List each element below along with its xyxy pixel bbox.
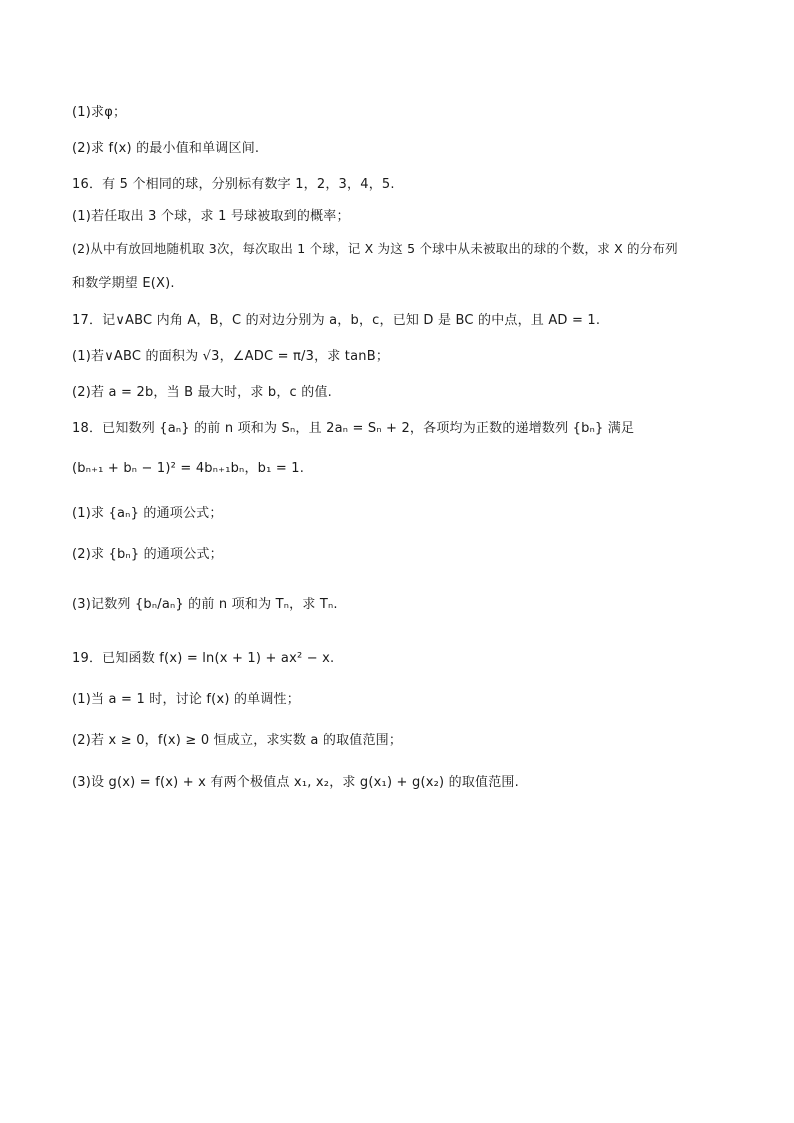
q18-condition: (bₙ₊₁ + bₙ − 1)² = 4bₙ₊₁bₙ，b₁ = 1. [72, 461, 305, 476]
q18-part1: (1)求 {aₙ} 的通项公式； [72, 506, 223, 521]
q17-part1: (1)若∨ABC 的面积为 √3，∠ADC = π/3，求 tanB； [72, 349, 390, 364]
q18-part2: (2)求 {bₙ} 的通项公式； [72, 547, 223, 562]
q19-part1: (1)当 a = 1 时，讨论 f(x) 的单调性； [72, 692, 300, 707]
q16-stem: 16．有 5 个相同的球，分别标有数字 1，2，3，4，5. [72, 177, 395, 192]
q15-part2: (2)求 f(x) 的最小值和单调区间. [72, 141, 260, 156]
q19-stem: 19．已知函数 f(x) = ln(x + 1) + ax² − x. [72, 651, 335, 666]
q18-part3: (3)记数列 {bₙ/aₙ} 的前 n 项和为 Tₙ，求 Tₙ. [72, 597, 338, 612]
q16-part2: (2)从中有放回地随机取 3次，每次取出 1 个球，记 X 为这 5 个球中从未被取出的球的个数，求 X 的分布列 [72, 241, 678, 256]
q17-stem: 17．记∨ABC 内角 A，B，C 的对边分别为 a，b，c，已知 D 是 BC 的中点，且 AD = 1. [72, 313, 601, 328]
q16-part2-cont: 和数学期望 E(X). [72, 276, 175, 291]
q15-part1: (1)求φ； [72, 105, 127, 120]
q16-part1: (1)若任取出 3 个球，求 1 号球被取到的概率； [72, 209, 350, 224]
q18-stem: 18．已知数列 {aₙ} 的前 n 项和为 Sₙ，且 2aₙ = Sₙ + 2，各项均为正数的递增数列 {bₙ} 满足 [72, 421, 635, 436]
q19-part3: (3)设 g(x) = f(x) + x 有两个极值点 x₁, x₂，求 g(x₁) + g(x₂) 的取值范围. [72, 775, 519, 790]
q17-part2: (2)若 a = 2b，当 B 最大时，求 b，c 的值. [72, 385, 332, 400]
q19-part2: (2)若 x ≥ 0，f(x) ≥ 0 恒成立，求实数 a 的取值范围； [72, 733, 403, 748]
